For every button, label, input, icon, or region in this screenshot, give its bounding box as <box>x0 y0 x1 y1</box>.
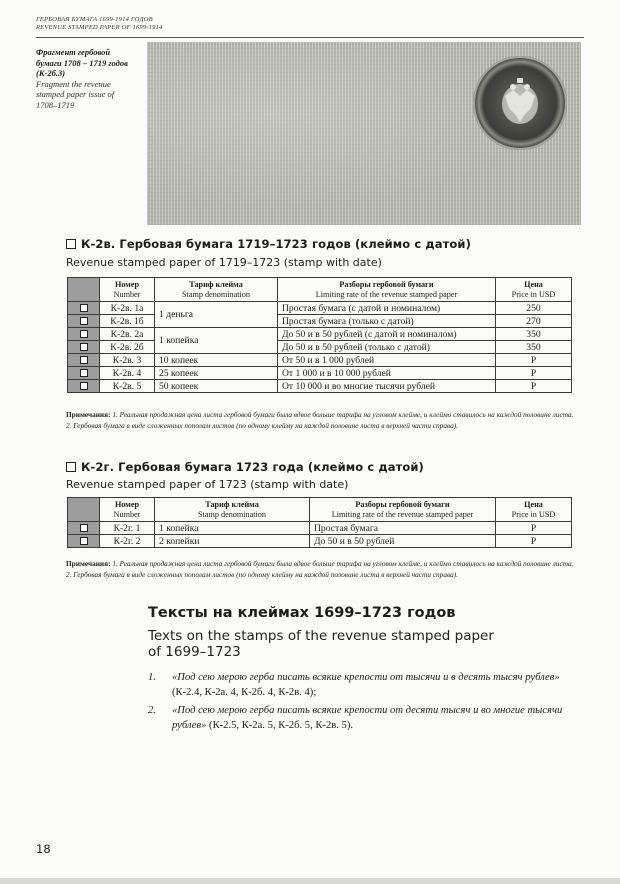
row-checkbox[interactable] <box>68 367 100 380</box>
row-checkbox[interactable] <box>68 354 100 367</box>
row-price: 270 <box>496 315 572 328</box>
stamp-refs: (К-2.4, К-2а. 4, К-2б. 4, К-2в. 4); <box>172 687 317 699</box>
tariff-header: Тариф клейма Stamp denomination <box>155 278 278 302</box>
table-row <box>68 535 572 548</box>
row-limit: До 50 и в 50 рублей (только с датой) <box>278 341 496 354</box>
row-number: К-2в. 4 <box>100 367 155 380</box>
row-price: Р <box>496 535 572 548</box>
limits-header: Разборы гербовой бумаги Limiting rate of the revenue stamped paper <box>278 278 496 302</box>
running-head-en: REVENUE STAMPED PAPER OF 1699-1914 <box>36 24 163 31</box>
tariff-header: Тариф клейма Stamp denomination <box>155 498 310 522</box>
figure-caption-en: Fragment the revenue stamped paper issue of 1708–1719 <box>36 78 115 110</box>
section-k2v-title: К-2в. Гербовая бумага 1719–1723 годов (клеймо с датой) <box>66 237 471 251</box>
list-item-number: 2. <box>148 704 156 716</box>
row-number: К-2в. 1а <box>100 302 155 315</box>
row-checkbox[interactable] <box>68 535 100 548</box>
row-checkbox[interactable] <box>68 302 100 315</box>
row-tariff: 25 копеек <box>155 367 278 380</box>
row-number: К-2в. 2а <box>100 328 155 341</box>
table-header-row <box>68 498 572 522</box>
list-item <box>148 670 578 701</box>
checkbox-column-header <box>68 498 100 522</box>
list-item-number: 1. <box>148 672 156 683</box>
table-row <box>68 522 572 535</box>
checkbox-column-header <box>68 278 100 302</box>
table-row <box>68 302 572 315</box>
k2v-notes <box>66 409 574 431</box>
limits-header: Разборы гербовой бумаги Limiting rate of the revenue stamped paper <box>310 498 496 522</box>
page-number: 18 <box>36 842 51 856</box>
table-row <box>68 380 572 393</box>
coat-of-arms-stamp <box>473 56 567 150</box>
row-number: К-2в. 3 <box>100 354 155 367</box>
row-limit: От 10 000 и во многие тысячи рублей <box>278 380 496 393</box>
row-checkbox[interactable] <box>68 315 100 328</box>
section-k2g-subtitle: Revenue stamped paper of 1723 (stamp with date) <box>66 478 349 491</box>
row-checkbox[interactable] <box>68 328 100 341</box>
row-number: К-2г. 1 <box>100 522 155 535</box>
row-checkbox[interactable] <box>68 522 100 535</box>
row-number: К-2в. 5 <box>100 380 155 393</box>
number-header: Номер Number <box>100 498 155 522</box>
row-number: К-2в. 2б <box>100 341 155 354</box>
notes-label: Примечания: <box>66 559 111 568</box>
notes-text: 1. Реальная продажная цена листа гербовой бумаги была вдвое больше тарифа на угловом клейме, и клеймо ставилось на каждой половине листа. 2. Гербовая бумага в виде сложенных пополам листов (по одному клейму на каждой половине листа в верхней части справа). <box>66 559 574 580</box>
row-tariff: 1 деньга <box>155 302 278 328</box>
price-header: Цена Price in USD <box>496 498 572 522</box>
row-number: К-2в. 1б <box>100 315 155 328</box>
row-price: 350 <box>496 341 572 354</box>
running-head-ru: ГЕРБОВАЯ БУМАГА 1699-1914 ГОДОВ <box>36 16 153 23</box>
row-price: 350 <box>496 328 572 341</box>
row-tariff: 1 копейка <box>155 328 278 354</box>
row-limit: От 1 000 и в 10 000 рублей <box>278 367 496 380</box>
double-headed-eagle-icon <box>495 74 545 130</box>
row-limit: Простая бумага (только с датой) <box>278 315 496 328</box>
section-k2v-subtitle: Revenue stamped paper of 1719–1723 (stamp with date) <box>66 256 382 269</box>
table-row <box>68 354 572 367</box>
row-price: Р <box>496 367 572 380</box>
list-item <box>148 703 578 734</box>
checkbox-square-icon <box>66 462 76 472</box>
row-price: Р <box>496 380 572 393</box>
figure-caption-ru: Фрагмент гербовой бумаги 1708 – 1719 годов (К-2б.3) <box>36 47 128 79</box>
row-checkbox[interactable] <box>68 380 100 393</box>
number-header: Номер Number <box>100 278 155 302</box>
stamp-texts-list <box>148 670 578 736</box>
table-row <box>68 341 572 354</box>
table-row <box>68 367 572 380</box>
row-tariff: 1 копейка <box>155 522 310 535</box>
row-limit: Простая бумага <box>310 522 496 535</box>
row-price: Р <box>496 522 572 535</box>
stamp-quote: «Под сею мерою герба писать всякие крепости от десяти тысяч и во многие тысячи рублев» <box>172 704 563 732</box>
stamp-refs: (К-2.5, К-2а. 5, К-2б. 5, К-2в. 5). <box>206 720 354 732</box>
k2v-table <box>67 277 572 393</box>
row-number: К-2г. 2 <box>100 535 155 548</box>
row-limit: Простая бумага (с датой и номиналом) <box>278 302 496 315</box>
row-limit: До 50 и в 50 рублей <box>310 535 496 548</box>
stamped-paper-fragment-image <box>147 42 581 225</box>
texts-section-title: Тексты на клеймах 1699–1723 годов <box>148 605 456 621</box>
stamp-quote: «Под сею мерою герба писать всякие крепости от тысячи и в десять тысяч рублев» <box>172 672 560 683</box>
running-head-rule <box>36 37 584 38</box>
scan-bottom-edge <box>0 878 620 884</box>
texts-section-title-en: Texts on the stamps of the revenue stamped paper of 1699–1723 <box>148 628 494 660</box>
figure-caption <box>36 47 132 111</box>
row-limit: До 50 и в 50 рублей (с датой и номиналом) <box>278 328 496 341</box>
k2g-notes <box>66 558 574 580</box>
row-tariff: 2 копейки <box>155 535 310 548</box>
row-tariff: 10 копеек <box>155 354 278 367</box>
row-tariff: 50 копеек <box>155 380 278 393</box>
section-k2g-title: К-2г. Гербовая бумага 1723 года (клеймо с датой) <box>66 460 424 474</box>
price-header: Цена Price in USD <box>496 278 572 302</box>
running-head <box>36 16 584 32</box>
checkbox-square-icon <box>66 239 76 249</box>
table-header-row <box>68 278 572 302</box>
table-row <box>68 328 572 341</box>
row-price: 250 <box>496 302 572 315</box>
row-checkbox[interactable] <box>68 341 100 354</box>
notes-text: 1. Реальная продажная цена листа гербовой бумаги была вдвое больше тарифа на угловом клейме, и клеймо ставилось на каждой половине листа. 2. Гербовая бумага в виде сложенных пополам листов (по одному клейму на каждой половине листа в верхней части справа). <box>66 410 574 431</box>
row-price: Р <box>496 354 572 367</box>
notes-label: Примечания: <box>66 410 111 419</box>
k2g-table <box>67 497 572 548</box>
table-row <box>68 315 572 328</box>
row-limit: От 50 и в 1 000 рублей <box>278 354 496 367</box>
